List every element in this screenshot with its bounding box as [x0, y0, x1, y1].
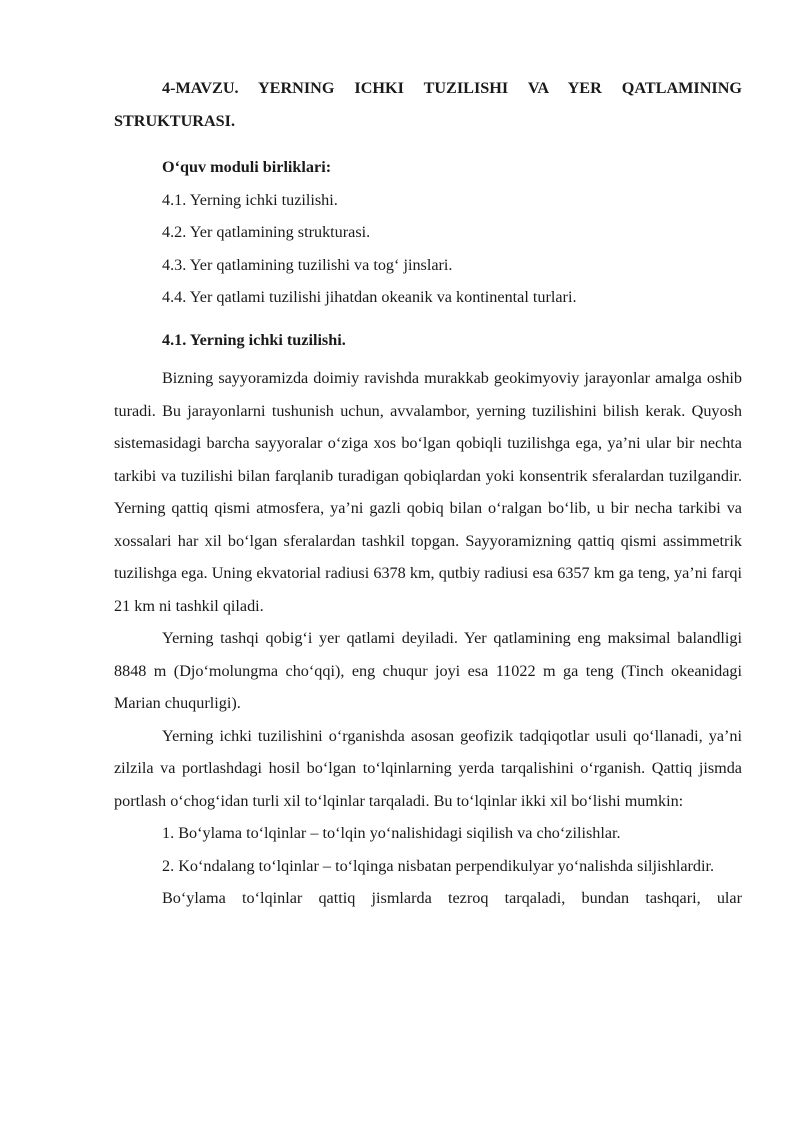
module-item: 4.1. Yerning ichki tuzilishi.	[162, 190, 338, 209]
body-paragraph: Bizning sayyoramizda doimiy ravishda murakkab geokimyoviy jarayonlar amalga oshib turadi. Bu jarayonlarni tushunish uchun, avvalambor, yerning tuzilishini bilish kerak. Quyosh sistemasidagi barcha sayyoralar o‘ziga xos bo‘lgan qobiqli tuzilishga ega, ya’ni ular bir nechta tarkibi va tuzilishi bilan farqlanib turadigan qobiqlardan yoki konsentrik sferalardan tuzilgandir. Yerning qattiq qismi atmosfera, ya’ni gazli qobiq bilan o‘ralgan bo‘lib, u bir necha tarkibi va xossalari har xil bo‘lgan sferalardan tashkil topgan. Sayyoramizning qattiq qismi assimmetrik tuzilishga ega. Uning ekvatorial radiusi 6378 km, qutbiy radiusi esa 6357 km ga teng, ya’ni farqi 21 km ni tashkil qiladi.	[114, 369, 742, 615]
list-paragraph: 1. Bo‘ylama to‘lqinlar – to‘lqin yo‘nalishidagi siqilish va cho‘zilishlar.	[162, 824, 621, 842]
body-paragraph: Bo‘ylama to‘lqinlar qattiq jismlarda tezroq tarqaladi, bundan tashqari, ular	[162, 889, 742, 907]
section-heading: 4.1. Yerning ichki tuzilishi.	[162, 330, 346, 349]
body-paragraph: Yerning ichki tuzilishini o‘rganishda asosan geofizik tadqiqotlar usuli qo‘llanadi, ya’ni zilzila va portlashdagi hosil bo‘lgan to‘lqinlarning yerda tarqalishini o‘rganish. Qattiq jismda portlash o‘chog‘idan turli xil to‘lqinlar tarqaladi. Bu to‘lqinlar ikki xil bo‘lishi mumkin:	[114, 726, 742, 810]
topic-title: 4-MAVZU. YERNING ICHKI TUZILISHI VA YER QATLAMINING STRUKTURASI.	[114, 79, 742, 130]
module-item: 4.3. Yer qatlamining tuzilishi va tog‘ jinslari.	[162, 255, 453, 274]
modules-heading: O‘quv moduli birliklari:	[162, 158, 332, 176]
document-page	[114, 72, 742, 915]
list-paragraph: 2. Ko‘ndalang to‘lqinlar – to‘lqinga nisbatan perpendikulyar yo‘nalishda siljishlardir.	[162, 856, 715, 875]
module-list	[114, 184, 742, 314]
module-item: 4.2. Yer qatlamining strukturasi.	[162, 223, 371, 241]
module-item: 4.4. Yer qatlami tuzilishi jihatdan okeanik va kontinental turlari.	[162, 288, 577, 306]
body-paragraph: Yerning tashqi qobig‘i yer qatlami deyiladi. Yer qatlamining eng maksimal balandligi 8848 m (Djo‘molungma cho‘qqi), eng chuqur joyi esa 11022 m ga teng (Tinch okeanidagi Marian chuqurligi).	[114, 629, 742, 712]
